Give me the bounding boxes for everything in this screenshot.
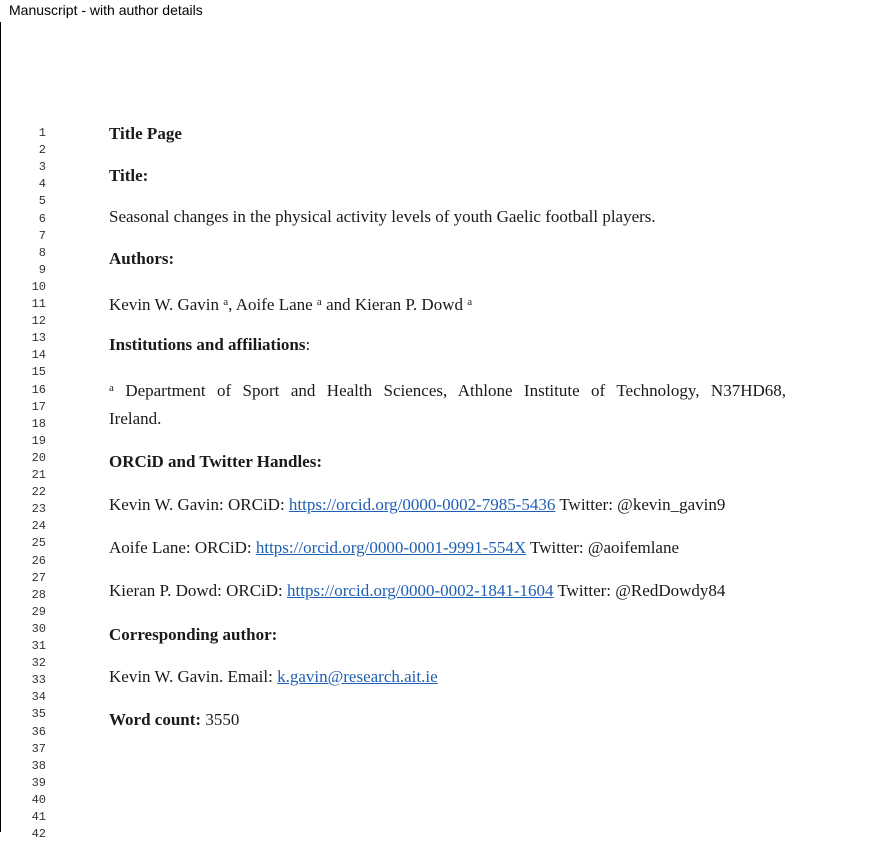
line-number: 23 <box>31 502 46 517</box>
institutions-colon: : <box>305 335 311 354</box>
email-link[interactable]: k.gavin@research.ait.ie <box>277 667 438 686</box>
orcid-entry <box>109 495 725 515</box>
author-affiliation-mark: a <box>316 296 322 308</box>
orcid-entry-prefix: Kevin W. Gavin: ORCiD: <box>109 495 289 514</box>
title-page-heading: Title Page <box>109 124 182 143</box>
line-number: 26 <box>31 553 46 568</box>
line-number: 8 <box>38 245 46 260</box>
line-number: 4 <box>38 177 46 192</box>
line-number: 18 <box>31 416 46 431</box>
author-affiliation-mark: a <box>467 296 473 308</box>
line-number: 16 <box>31 382 46 397</box>
line-number: 29 <box>31 604 46 619</box>
line-number: 1 <box>38 126 46 140</box>
twitter-handle: Twitter: @kevin_gavin9 <box>555 495 726 514</box>
line-number: 27 <box>31 570 46 585</box>
authors-line <box>109 292 472 315</box>
line-number: 13 <box>31 331 46 346</box>
line-number: 7 <box>38 228 46 243</box>
line-number: 10 <box>31 279 46 294</box>
author-affiliation-mark: a <box>223 296 229 308</box>
corresponding-author-heading: Corresponding author: <box>109 625 278 644</box>
line-number: 15 <box>31 365 46 380</box>
authors-label: Authors: <box>109 249 175 268</box>
author-name: Kevin W. Gavin <box>109 295 220 314</box>
institutions-heading <box>109 335 310 355</box>
line-number: 21 <box>31 468 46 482</box>
orcid-entry <box>109 581 725 601</box>
author-separator: , <box>228 295 236 314</box>
affiliation-line-1 <box>109 378 786 401</box>
title-label: Title: <box>109 166 149 185</box>
line-number: 42 <box>31 827 46 841</box>
document-header-title: Manuscript - with author details <box>9 2 203 18</box>
line-number: 37 <box>31 741 46 756</box>
line-number: 3 <box>38 160 46 175</box>
corresponding-author-prefix: Kevin W. Gavin. Email: <box>109 667 278 686</box>
line-number: 38 <box>31 758 46 773</box>
affiliation-mark: a <box>109 382 114 394</box>
line-number: 32 <box>31 656 46 671</box>
window-left-border <box>0 0 1 832</box>
orcid-entry-prefix: Kieran P. Dowd: ORCiD: <box>109 581 288 600</box>
line-number: 5 <box>38 194 46 209</box>
line-number: 9 <box>38 262 46 277</box>
line-number: 33 <box>31 673 46 688</box>
line-number: 34 <box>31 690 46 705</box>
line-number: 30 <box>31 621 46 636</box>
line-number: 25 <box>31 536 46 551</box>
line-number: 24 <box>31 519 46 534</box>
line-number: 20 <box>31 450 46 465</box>
document-header <box>0 0 892 22</box>
line-number: 39 <box>31 775 46 790</box>
author-name: Kieran P. Dowd <box>354 295 463 314</box>
line-number: 22 <box>31 485 46 500</box>
line-number: 31 <box>31 639 46 653</box>
twitter-handle: Twitter: @aoifemlane <box>526 538 680 557</box>
line-number: 40 <box>31 792 46 807</box>
word-count-line <box>109 710 239 730</box>
line-number: 19 <box>31 433 46 448</box>
author-separator: and <box>321 295 355 314</box>
orcid-entry <box>109 538 679 558</box>
word-count-value: 3550 <box>201 710 240 729</box>
author-name: Aoife Lane <box>235 295 313 314</box>
line-number: 6 <box>38 211 46 226</box>
affiliation-text: Department of Sport and Health Sciences, Athlone Institute of Technology, N37HD68, <box>113 381 786 400</box>
line-number: 12 <box>31 314 46 329</box>
line-number: 11 <box>31 297 46 311</box>
affiliation-line-2: Ireland. <box>109 409 162 428</box>
orcid-link[interactable]: https://orcid.org/0000-0002-1841-1604 <box>287 581 554 600</box>
orcid-entry-prefix: Aoife Lane: ORCiD: <box>109 538 256 557</box>
line-number: 41 <box>31 810 46 824</box>
title-text: Seasonal changes in the physical activity levels of youth Gaelic football players. <box>109 207 656 226</box>
corresponding-author-line <box>109 667 438 687</box>
line-number: 35 <box>31 707 46 722</box>
line-number: 14 <box>31 348 46 363</box>
orcid-link[interactable]: https://orcid.org/0000-0002-7985-5436 <box>288 495 556 514</box>
orcid-heading: ORCiD and Twitter Handles: <box>109 452 322 471</box>
institutions-label: Institutions and affiliations <box>109 335 306 354</box>
line-number: 28 <box>31 587 46 602</box>
orcid-link[interactable]: https://orcid.org/0000-0001-9991-554X <box>255 538 527 557</box>
word-count-label: Word count: <box>109 710 202 729</box>
line-number: 36 <box>31 724 46 739</box>
line-number: 17 <box>31 399 46 414</box>
line-number: 2 <box>38 143 46 158</box>
twitter-handle: Twitter: @RedDowdy84 <box>553 581 726 600</box>
